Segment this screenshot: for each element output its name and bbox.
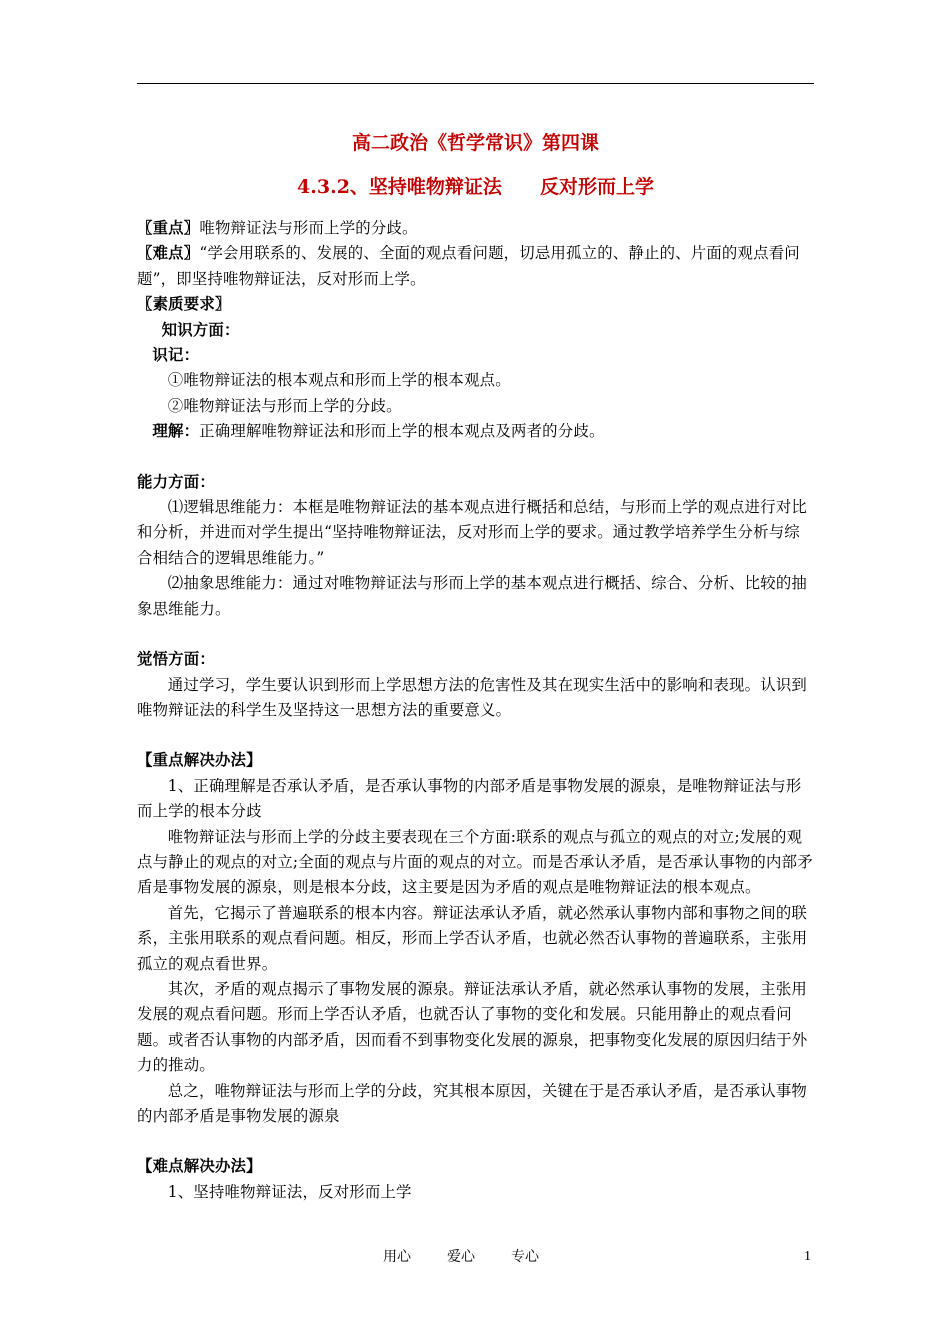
awareness-text: 通过学习，学生要认识到形而上学思想方法的危害性及其在现实生活中的影响和表现。认识到唯物辩证法的科学生及坚持这一思想方法的重要意义。 bbox=[137, 675, 808, 719]
understand-line bbox=[137, 419, 814, 444]
key-point-line bbox=[137, 216, 814, 241]
difficult-point-text: “学会用联系的、发展的、全面的观点看问题，切忌用孤立的、静止的、片面的观点看问题”，即坚持唯物辩证法，反对形而上学。 bbox=[137, 244, 800, 288]
memorize-label: 识记： bbox=[152, 346, 200, 365]
page-number: 1 bbox=[804, 1249, 811, 1264]
ability-item-1: ⑴逻辑思维能力：本框是唯物辩证法的基本观点进行概括和总结，与形而上学的观点进行对比和分析，并进而对学生提出“坚持唯物辩证法，反对形而上学的要求。通过教学培养学生分析与综合相结合的逻辑思维能力。” bbox=[137, 498, 808, 567]
understand-label: 理解： bbox=[152, 422, 200, 441]
memorize-item-2: ②唯物辩证法与形而上学的分歧。 bbox=[167, 396, 402, 415]
key-solution-para-5: 总之，唯物辩证法与形而上学的分歧，究其根本原因，关键在于是否承认矛盾，是否承认事物的内部矛盾是事物发展的源泉 bbox=[137, 1081, 808, 1125]
footer-motto bbox=[383, 1247, 539, 1267]
footer-word-1: 用心 bbox=[383, 1249, 411, 1265]
document-subtitle: 4.3.2、坚持唯物辩证法 反对形而上学 bbox=[297, 176, 654, 198]
footer-word-2: 爱心 bbox=[447, 1249, 475, 1265]
spacer bbox=[137, 1129, 814, 1154]
difficult-solution-para-1: 1、坚持唯物辩证法，反对形而上学 bbox=[167, 1182, 412, 1201]
key-point-label: 〖重点〗 bbox=[137, 219, 200, 237]
spacer bbox=[137, 445, 814, 470]
spacer bbox=[137, 622, 814, 647]
document-body bbox=[137, 216, 814, 1205]
ability-label: 能力方面： bbox=[137, 472, 215, 491]
key-solution-label: 【重点解决办法】 bbox=[137, 751, 262, 770]
footer-word-3: 专心 bbox=[511, 1249, 539, 1265]
awareness-label: 觉悟方面： bbox=[137, 650, 215, 669]
quality-requirements-label: 〖素质要求〗 bbox=[137, 295, 231, 314]
spacer bbox=[137, 723, 814, 748]
key-point-text: 唯物辩证法与形而上学的分歧。 bbox=[199, 219, 418, 237]
knowledge-label: 知识方面： bbox=[161, 320, 240, 339]
difficult-point-label: 〖难点〗 bbox=[137, 244, 200, 263]
memorize-item-1: ①唯物辩证法的根本观点和形而上学的根本观点。 bbox=[167, 371, 511, 390]
ability-item-2: ⑵抽象思维能力：通过对唯物辩证法与形而上学的基本观点进行概括、综合、分析、比较的抽象思维能力。 bbox=[137, 574, 808, 618]
key-solution-para-1: 1、正确理解是否承认矛盾，是否承认事物的内部矛盾是事物发展的源泉，是唯物辩证法与形而上学的根本分歧 bbox=[137, 776, 802, 821]
header-rule bbox=[137, 83, 814, 84]
difficult-solution-label: 【难点解决办法】 bbox=[137, 1157, 262, 1176]
key-solution-para-4: 其次，矛盾的观点揭示了事物发展的源泉。辩证法承认矛盾，就必然承认事物的发展，主张用发展的观点看问题。形而上学否认矛盾，也就否认了事物的变化和发展。只能用静止的观点看问题。或者否认事物的内部矛盾，因而看不到事物变化发展的源泉，把事物变化发展的原因归结于外力的推动。 bbox=[137, 979, 808, 1075]
document-title: 高二政治《哲学常识》第四课 bbox=[351, 132, 599, 154]
understand-text: 正确理解唯物辩证法和形而上学的根本观点及两者的分歧。 bbox=[199, 422, 605, 441]
key-solution-para-2: 唯物辩证法与形而上学的分歧主要表现在三个方面:联系的观点与孤立的观点的对立;发展的观点与静止的观点的对立;全面的观点与片面的观点的对立。而是否承认矛盾，是否承认事物的内部矛盾是事物发展的源泉，则是根本分歧，这主要是因为矛盾的观点是唯物辩证法的根本观点。 bbox=[137, 827, 813, 897]
difficult-point-line bbox=[137, 241, 814, 292]
key-solution-para-3: 首先，它揭示了普遍联系的根本内容。辩证法承认矛盾，就必然承认事物内部和事物之间的联系，主张用联系的观点看问题。相反，形而上学否认矛盾，也就必然否认事物的普遍联系，主张用孤立的观点看世界。 bbox=[137, 903, 808, 973]
